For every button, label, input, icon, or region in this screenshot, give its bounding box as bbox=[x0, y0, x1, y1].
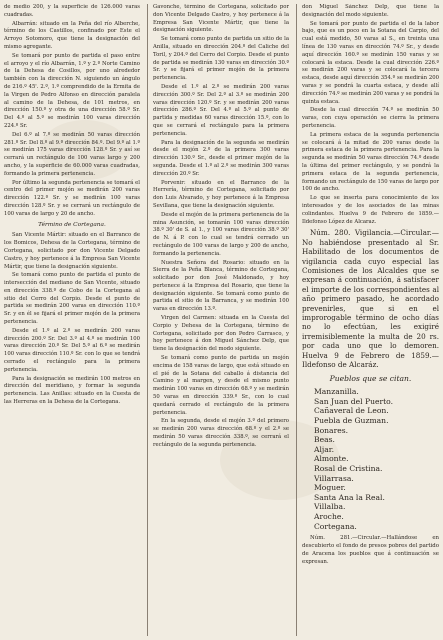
paragraph: Desde el 1.º al 2.º se medirán 200 varas dirección 300.º Sr. Del 2.º al 3.º se medirán 200 varas dirección 120.º Sr. y se medirán 200 varas dirección 286.º Sr. Del 4.º al 5.º al punto de partida y medidas 60 varas dirección 15.º, con lo que se cerrará el rectángulo para la primera pertenencia. bbox=[153, 83, 289, 137]
paragraph: Del 6.º al 7.º se medirán 50 varas dirección 281.º Sr. Del 8.º al 9.º dirección 84.º. Del 9.º al 1.º se medirán 175 varas dirección 128.º Sr. y así se cerrará un rectángulo de 100 varas largo y 200 ancho, y la superficie de 60.000 varas cuadradas, formando la primera pertenencia. bbox=[4, 131, 140, 177]
list-item: Manzanilla. bbox=[314, 387, 359, 397]
list-item: San Juan del Puerto. bbox=[314, 396, 394, 406]
list-item: Almonte. bbox=[314, 454, 349, 464]
paragraph: Se tomará como punto de partida un mojón encima de 158 varas de largo, que está situado en el pié de la Sotana del caballo á distancia del Camino y al margen, y desde el mismo punto medirán 100 varas en dirección 68.º y se medirán 50 varas en dirección 339.º Sr., con lo cual quedará cerrado el rectángulo de la primera pertenencia. bbox=[153, 355, 289, 416]
paragraph: Virgen del Carmen: situada en la Cuesta del Corpio y Dehesa de la Cortegana, término de Cortegana, solicitado por don Pedro Carrasco, y hoy pertenece á don Miguel Sánchez Delp, que tiene la designación del modo siguiente. bbox=[153, 315, 289, 353]
column-rule bbox=[147, 4, 148, 636]
column-2 bbox=[153, 4, 289, 636]
paragraph: La primera estaca de la segunda pertenencia se colocará á la mitad de 200 varas desde la primera estaca de la primera pertenencia. Para la segunda se medirán 50 varas dirección 74.º desde la última del primer rectángulo, y se pondrá la primera estaca de la segunda pertenencia, formando un rectángulo de 150 varas de largo por 100 de ancho. bbox=[302, 131, 439, 193]
towns-heading: Pueblos que se citan. bbox=[329, 374, 412, 384]
column-rule bbox=[296, 4, 297, 636]
paragraph: Porvenir: situado en el Barranco de la Herrería, término de Cortegana, solicitado por don Luis Alvarado, y hoy pertenece á la Empresa Sevillana, que tiene la designación siguiente. bbox=[153, 179, 289, 209]
paragraph: Se tomará como punto de partida el punto de intersección del mediano de San Vicente, situado en dirección 338.º de Cobo de la Cortegana al sitio del Cerro del Corpio. Desde el punto de partida se medirán 200 varas en dirección 110.º Sr. y en él se fijará el primer mojón de la primera pertenencia. bbox=[4, 272, 140, 326]
paragraph: Desde el mojón de la primera pertenencia de la mina Asunción, se tomarán 100 varas dirección 38.º 30' de S. al 1., y 100 varas dirección 38.º 30' de N. á P. con lo cual se tendrá cerrado un rectángulo de 100 varas de largo y 200 de ancho, formando la pertenencia. bbox=[153, 211, 289, 257]
column-1 bbox=[4, 4, 140, 636]
paragraph: Se tomará por punto de partida el de la labor bajo, que es un poco en la Sotana del Carpio, del cual está medido, 50 varas al S., en treinta una línea de 130 varas en dirección 74.º Sr., y desde aquí dirección 160.º se medirán 150 varas y se colocará la estaca. Desde la cual dirección 226.º se medirán 200 varas y se colocará la tercera estaca, desde aquí dirección 354.º se medirán 200 varas y se pondrá la cuarta estaca, y desde allí dirección 74.º se medirán 200 varas y se pondrá la quinta estaca. bbox=[302, 20, 439, 105]
paragraph: Lo que se inserta para conocimiento de los interesados y de los asociados de las minas colindantes. Huelva 9 de Febrero de 1859.—Ildefonso López de Alcaraz. bbox=[302, 195, 439, 225]
list-item: Moguer. bbox=[314, 483, 346, 493]
paragraph: Desde la cual dirección 74.º se medirán 50 varas, con cuya operación se cierra la primera pertenencia. bbox=[302, 107, 439, 129]
list-item: Bonares. bbox=[314, 425, 349, 435]
list-item: Villalba. bbox=[314, 502, 346, 512]
paragraph: Se tomará por punto de partida el paso entre el arroyo y el río Albarrán, 1.º y 2.º Norte Camino de la Dehesa de Cosillos, por uno alrededor también con la dirección N. siguiendo un ángulo de 216.º 45'. 2.º, 1.º comprendido de la Ermita de la Virgen de Pedro Alfonso en dirección paralela al camino de la Dehesa, de 101 metros, en dirección 150.º y otra de una dirección 58.º Sr. Del 4.º al 5.º se medirán 100 varas dirección 224.º Sr. bbox=[4, 52, 140, 129]
paragraph: Nuestra Señora del Rosario: situado en la Sierra de la Peña Blanca, término de Cortegana, solicitado por don José Maldonado, y hoy pertenece á la Empresa del Rosario, que tiene la designación siguiente. Se tomará como punto de partida el sitio de la Barranca, y se medirán 100 varas en dirección 13.º. bbox=[153, 259, 289, 313]
paragraph: Para la designación se medirán 100 metros en dirección del meridiano, y formar la segunda pertenencia. Las Anillas: situado en la Cuesta de las Herreras en la Dehesa de la Cortegana. bbox=[4, 375, 140, 406]
paragraph: Se tomará como punto de partida un sitio de la Anilla, situado en dirección 204.º del Caliche del Toril, y 204.º del Cerro del Corpio. Desde el punto de partida se medirán 130 varas en dirección 30.º Sr. y se fijará el primer mojón de la primera pertenencia. bbox=[153, 36, 289, 82]
paragraph: Gavonche, término de Cortegana, solicitado por don Vicente Delgado Castro, y hoy pertenece á la Empresa San Vicente Mártir, que tiene la designación siguiente. bbox=[153, 4, 289, 34]
paragraph: San Vicente Mártir: situado en el Barranco de los Bomicos, Dehesa de la Cortegana, término de Cortegana, solicitado por don Vicente Delgado Castro, y hoy pertenece á la Empresa San Vicente Mártir, que tiene la designación siguiente. bbox=[4, 232, 140, 270]
paragraph: de medio 200, y la superficie de 126.000 varas cuadradas. bbox=[4, 4, 140, 18]
list-item: Cortegana. bbox=[314, 521, 357, 531]
list-item: Aljar. bbox=[314, 444, 335, 454]
section-heading: Término de Cortegana. bbox=[38, 221, 106, 228]
towns-list bbox=[302, 375, 439, 531]
list-item: Villarrasa. bbox=[314, 473, 354, 483]
column-3 bbox=[302, 4, 439, 636]
vigilance-notice: Núm. 280. Vigilancia.—Circular.—No habiéndose presentado al Sr. Habilitado de los documentos de vigilancia cada cuyo especial las Comisiones de los Alcaldes que se expresan á continuación, á satisfacer el importe de los correspondientes al año primero pasado, he acordado prevenirles, que si en el improrogable término de ocho días no lo efectúan, les exigiré irremisiblemente la multa de 20 rs. por cada uno que lo demoren. Huelva 9 de Febrero de 1859.—Ildefonso de Alcaráz. bbox=[302, 228, 439, 369]
list-item: Cañaveral de Leon. bbox=[314, 406, 389, 416]
list-item: Santa Ana la Real. bbox=[314, 492, 385, 502]
list-item: Rosal de Cristina. bbox=[314, 463, 383, 473]
paragraph: Para la designación de la segunda se medirán desde el mojón 2.º de la primera 300 varas dirección 130.º Sr., desde el primer mojón de la segunda. Desde el 1.º al 2.º se medirán 300 varas dirección 20.º Sr. bbox=[153, 139, 289, 177]
paragraph: Albarrán: situado en la Peña del río Alberche, término de los Castillos, confinado por Este el Arroyo Sotomoro, que tiene la designación del mismo agregante. bbox=[4, 20, 140, 50]
list-item: Puebla de Guzman. bbox=[314, 415, 389, 425]
paragraph: Por último la segunda pertenencia se tomará el centro del primer mojón se medirán 200 varas dirección 122.º Sr. y se medirán 100 varas dirección 128.º Sr. y se cerrará un rectángulo de 100 varas de largo y 20 de ancho. bbox=[4, 179, 140, 217]
list-item: Beas. bbox=[314, 435, 335, 445]
paragraph: En la segunda, desde el mojón 3.º del primero se medirán 200 varas dirección 68.º y el 2.º se medirán 50 varas dirección 338.º, se cerrará el rectángulo de la segunda pertenencia. bbox=[153, 418, 289, 448]
paragraph: Desde el 1.º al 2.º se medirán 200 varas dirección 200.º Sr. Del 3.º al 4.º se medirán 100 varas dirección 20.º Sr. Del 5.º al 6.º se medirán 100 varas dirección 110.º Sr. con lo que se tendrá cerrado el rectángulo para la primera pertenencia. bbox=[4, 327, 140, 373]
paragraph: don Miguel Sánchez Delp, que tiene la designación del modo siguiente. bbox=[302, 4, 439, 18]
list-item: Aroche. bbox=[314, 511, 344, 521]
final-notice: Núm. 281.—Circular.—Hallándose en descubierto el fondo de presos pobres del partido de Aracena los pueblos que á continuación se expresan. bbox=[302, 535, 439, 565]
